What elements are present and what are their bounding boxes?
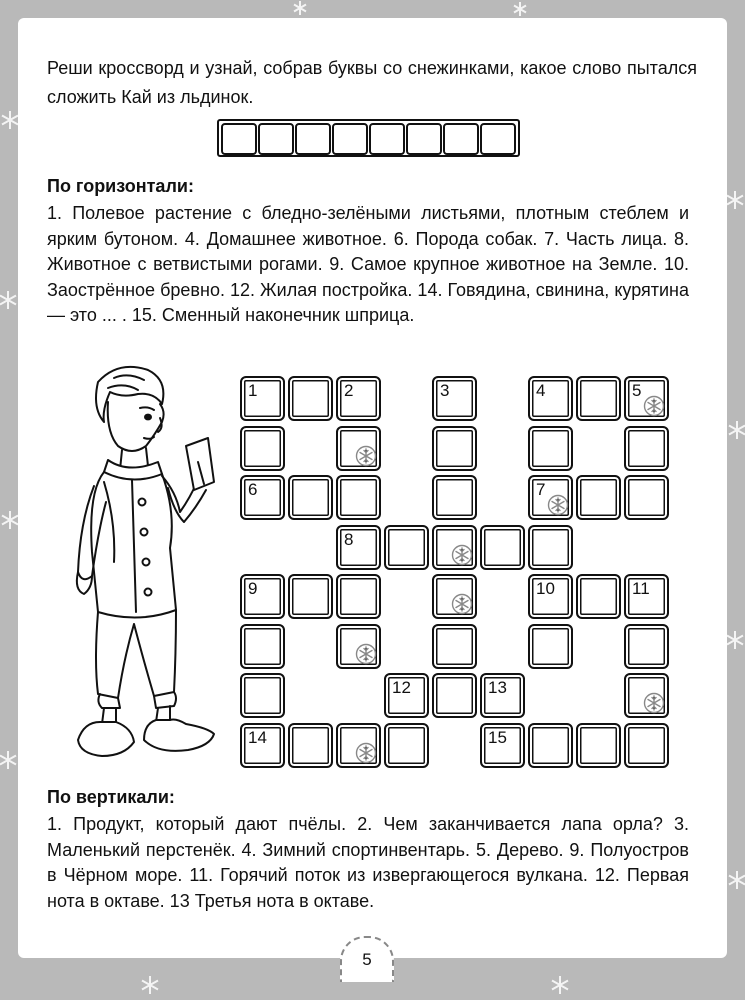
cell-number: 15 — [488, 727, 507, 747]
snowflake-icon — [355, 445, 377, 467]
crossword-cell[interactable] — [624, 723, 669, 768]
crossword-cell[interactable] — [336, 723, 381, 768]
crossword-cell[interactable] — [624, 574, 669, 619]
cell-number: 13 — [488, 678, 507, 697]
crossword-cell[interactable] — [528, 426, 573, 471]
crossword-cell[interactable] — [528, 475, 573, 520]
crossword-cell[interactable] — [624, 673, 669, 718]
answer-word-boxes — [217, 119, 520, 157]
crossword-cell[interactable] — [240, 723, 285, 768]
cell-number: 5 — [632, 381, 642, 400]
horizontal-clues: 1. Полевое растение с бледно-зелёными листьями, плотным стеблем и ярким бутоном. 4. Домашнее животное. 6. Порода собак. 7. Часть лица. 8. Животное с ветвистыми рогами. 9. Самое крупное животное на Земле. 10. Заострённое бревно. 12. Жилая постройка. 14. Говядина, свинина, курятина — это ... . 15. Сменный наконечник шприца. — [47, 203, 689, 326]
cell-number: 12 — [392, 678, 411, 697]
crossword-cell[interactable] — [576, 574, 621, 619]
crossword-cell[interactable] — [432, 574, 477, 619]
crossword-cell[interactable] — [240, 624, 285, 669]
crossword-cell[interactable] — [576, 475, 621, 520]
crossword-cell[interactable] — [432, 624, 477, 669]
cell-number: 14 — [248, 727, 267, 747]
crossword-cell[interactable] — [336, 624, 381, 669]
answer-letter-box[interactable] — [332, 123, 368, 155]
crossword-cell[interactable] — [624, 475, 669, 520]
crossword-cell[interactable] — [240, 426, 285, 471]
vertical-clues: 1. Продукт, который дают пчёлы. 2. Чем заканчивается лапа орла? 3. Маленький перстенёк. 4. Зимний спортинвентарь. 5. Дерево. 9. Полуостров в Чёрном море. 11. Горячий поток из извергающегося вулкана. 12. Первая нота в октаве. 13 Третья нота в октаве. — [47, 814, 689, 911]
snowflake-icon — [451, 593, 473, 615]
snowflake-icon — [643, 692, 665, 714]
answer-letter-box[interactable] — [295, 123, 331, 155]
crossword-cell[interactable] — [336, 475, 381, 520]
cell-number: 3 — [440, 381, 450, 400]
crossword-cell[interactable] — [432, 525, 477, 570]
crossword-cell[interactable] — [432, 426, 477, 471]
crossword-cell[interactable] — [624, 376, 669, 421]
crossword-cell[interactable] — [576, 723, 621, 768]
crossword-cell[interactable] — [432, 475, 477, 520]
crossword-cell[interactable] — [288, 376, 333, 421]
crossword-cell[interactable] — [336, 426, 381, 471]
cell-number: 10 — [536, 579, 555, 598]
cell-number: 4 — [536, 381, 546, 400]
crossword-cell[interactable] — [336, 525, 381, 570]
crossword-cell[interactable] — [576, 376, 621, 421]
crossword-cell[interactable] — [528, 525, 573, 570]
answer-letter-box[interactable] — [369, 123, 405, 155]
crossword-cell[interactable] — [528, 574, 573, 619]
crossword-cell[interactable] — [336, 376, 381, 421]
crossword-cell[interactable] — [288, 475, 333, 520]
answer-letter-box[interactable] — [443, 123, 479, 155]
vertical-title: По вертикали: — [47, 787, 175, 807]
cell-number: 11 — [632, 579, 650, 598]
cell-number: 6 — [248, 480, 258, 499]
crossword-cell[interactable] — [528, 723, 573, 768]
cell-number: 9 — [248, 579, 258, 598]
cell-number: 1 — [248, 381, 258, 400]
answer-letter-box[interactable] — [406, 123, 442, 155]
crossword-cell[interactable] — [240, 376, 285, 421]
horizontal-title: По горизонтали: — [47, 176, 194, 196]
cell-number: 8 — [344, 529, 354, 549]
crossword-cell[interactable] — [336, 574, 381, 619]
crossword-cell[interactable] — [288, 723, 333, 768]
snowflake-icon — [355, 643, 377, 665]
crossword-cell[interactable] — [384, 723, 429, 768]
crossword-cell[interactable] — [240, 673, 285, 718]
crossword-cell[interactable] — [432, 376, 477, 421]
snowflake-icon — [451, 544, 473, 566]
kai-boy-illustration — [58, 362, 228, 782]
answer-letter-box[interactable] — [221, 123, 257, 155]
cell-number: 2 — [344, 381, 354, 400]
crossword-cell[interactable] — [528, 624, 573, 669]
crossword-cell[interactable] — [624, 624, 669, 669]
crossword-cell[interactable] — [432, 673, 477, 718]
crossword-cell[interactable] — [528, 376, 573, 421]
answer-letter-box[interactable] — [258, 123, 294, 155]
crossword-cell[interactable] — [624, 426, 669, 471]
crossword-cell[interactable] — [240, 475, 285, 520]
page-number: 5 — [340, 936, 394, 982]
task-instruction: Реши кроссворд и узнай, собрав буквы со снежинками, какое слово пытался сложить Кай из льдинок. — [47, 58, 697, 107]
crossword-cell[interactable] — [384, 525, 429, 570]
crossword-cell[interactable] — [384, 673, 429, 718]
crossword-cell[interactable] — [480, 723, 525, 768]
crossword-cell[interactable] — [240, 574, 285, 619]
crossword-cell[interactable] — [480, 673, 525, 718]
snowflake-icon — [547, 494, 569, 516]
crossword-cell[interactable] — [480, 525, 525, 570]
snowflake-icon — [355, 742, 377, 764]
answer-letter-box[interactable] — [480, 123, 516, 155]
crossword-cell[interactable] — [288, 574, 333, 619]
cell-number: 7 — [536, 480, 546, 499]
snowflake-icon — [643, 395, 665, 417]
